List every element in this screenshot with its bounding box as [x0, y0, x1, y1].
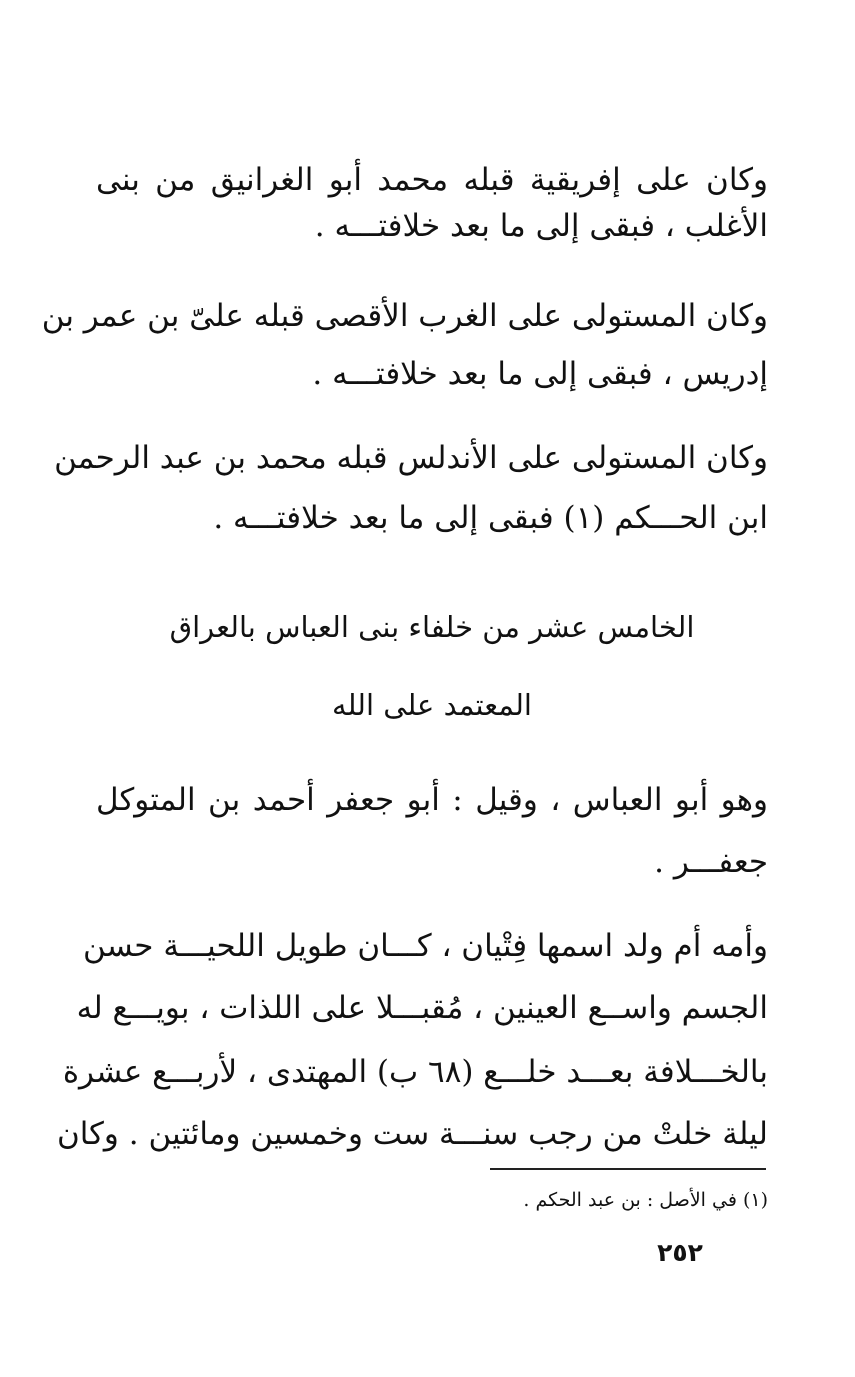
text-line: الجسم واســع العينين ، مُقبـــلا على اللذات ، بويـــع له — [76, 990, 768, 1026]
text-line: وأمه أم ولد اسمها فِتْيان ، كـــان طويل اللحيـــة حسن — [83, 928, 768, 964]
page-number: ٢٥٢ — [657, 1238, 703, 1267]
text-line: ابن الحـــكم (١) فبقى إلى ما بعد خلافتـــه . — [213, 500, 768, 536]
footnote-divider — [490, 1168, 766, 1170]
text-line: وكان على إفريقية قبله محمد أبو الغرانيق من بنى — [96, 162, 768, 198]
text-line: ليلة خلتْ من رجب سنـــة ست وخمسين ومائتين . وكان — [56, 1116, 768, 1152]
text-line: جعفـــر . — [654, 844, 768, 880]
section-title: المعتمد على الله — [332, 688, 532, 722]
text-line: إدريس ، فبقى إلى ما بعد خلافتـــه . — [312, 356, 768, 392]
text-line: وكان المستولى على الغرب الأقصى قبله علىّ بن عمر بن — [41, 298, 768, 334]
text-line: وكان المستولى على الأندلس قبله محمد بن عبد الرحمن — [54, 440, 768, 476]
footnote: (١) في الأصل : بن عبد الحكم . — [523, 1189, 768, 1211]
section-heading: الخامس عشر من خلفاء بنى العباس بالعراق — [169, 610, 695, 644]
text-line: الأغلب ، فبقى إلى ما بعد خلافتـــه . — [314, 208, 768, 244]
text-line: وهو أبو العباس ، وقيل : أبو جعفر أحمد بن المتوكل — [96, 782, 768, 818]
text-line: بالخـــلافة بعـــد خلـــع (٦٨ ب) المهتدى ، لأربـــع عشرة — [62, 1054, 768, 1090]
